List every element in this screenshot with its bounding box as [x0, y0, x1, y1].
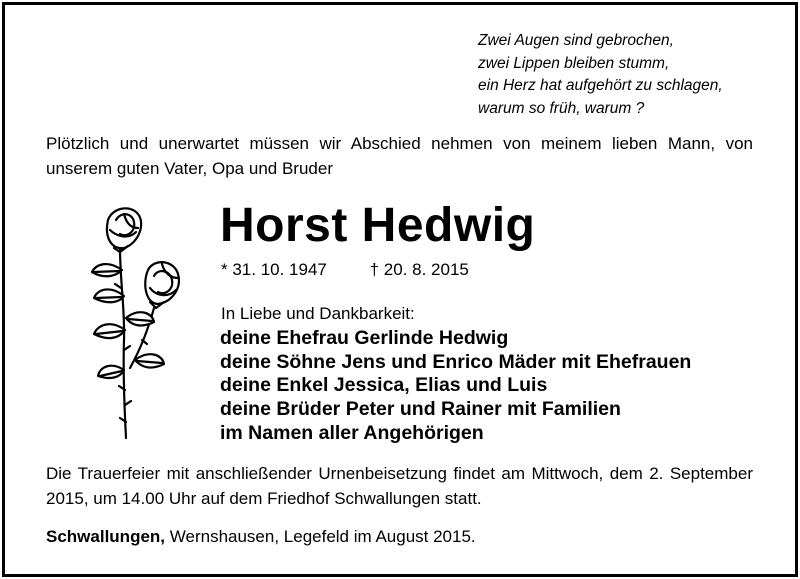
thanks-label: In Liebe und Dankbarkeit: [221, 304, 415, 323]
death-date: † 20. 8. 2015 [369, 260, 469, 279]
poem [478, 30, 723, 120]
birth-date: * 31. 10. 1947 [221, 260, 327, 279]
place-rest: Wernshausen, Legefeld im August 2015. [165, 527, 476, 546]
mourner-line: im Namen aller Angehörigen [220, 421, 484, 444]
ceremony-text: Die Trauerfeier mit anschließender Urnenbeisetzung findet am Mittwoch, dem 2. September 2015, um 14.00 Uhr auf dem Friedhof Schwallungen statt. [46, 464, 753, 508]
mourners-list [220, 327, 691, 446]
mourner-line: deine Enkel Jessica, Elias und Luis [220, 374, 548, 397]
deceased-name: Horst Hedwig [220, 199, 536, 252]
mourner-line: deine Söhne Jens und Enrico Mäder mit Ehefrauen [220, 350, 692, 373]
intro-text: Plötzlich und unerwartet müssen wir Abschied nehmen von meinem lieben Mann, von unserem guten Vater, Opa und Bruder [46, 134, 753, 178]
mourner-line: deine Ehefrau Gerlinde Hedwig [220, 327, 509, 349]
poem-line: warum so früh, warum ? [478, 99, 645, 117]
place-town: Schwallungen, [46, 527, 166, 546]
poem-line: Zwei Augen sind gebrochen, [478, 32, 674, 49]
poem-line: ein Herz hat aufgehört zu schlagen, [478, 77, 723, 94]
place-and-date [46, 524, 476, 549]
poem-line: zwei Lippen bleiben stumm, [478, 54, 670, 72]
life-dates [221, 258, 469, 282]
mourner-line: deine Brüder Peter und Rainer mit Familien [220, 398, 621, 421]
rose-illustration-icon [90, 200, 200, 445]
